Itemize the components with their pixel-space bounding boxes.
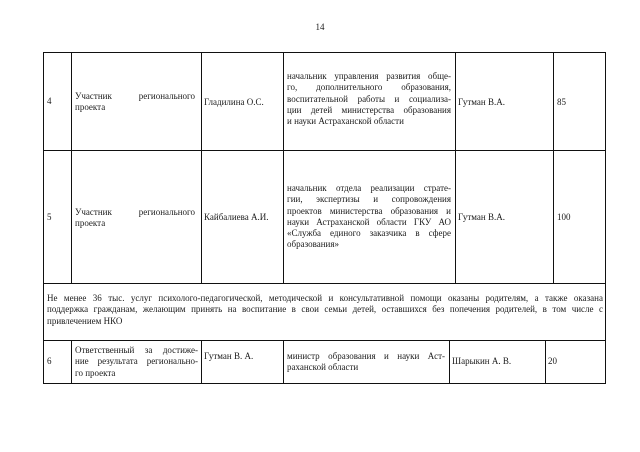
name-cell: Гладилина О.С. — [204, 97, 264, 107]
section-heading-line: привлечением НКО — [47, 315, 123, 326]
percent-cell: 85 — [557, 97, 566, 107]
role-line: проекта — [75, 102, 106, 113]
position-line: и науки Астраханской области — [287, 116, 404, 127]
row-divider — [43, 283, 606, 284]
position-line: ции детей министерства образования — [287, 104, 451, 115]
column-divider — [283, 340, 284, 384]
section-heading — [47, 293, 603, 327]
position-line: «Служба единого заказчика в сфере — [287, 228, 451, 239]
row-divider — [43, 340, 606, 341]
column-divider — [455, 52, 456, 284]
role-line: ние результата регионально- — [75, 356, 198, 367]
table-border-right — [605, 52, 606, 384]
column-divider — [553, 52, 554, 284]
section-heading-line: Не менее 36 тыс. услуг психолого-педагогической, методической и консультативной помощи оказаны родителям, а также оказана — [47, 293, 603, 303]
column-divider — [201, 340, 202, 384]
position-line: гии, экспертизы и сопровождения — [287, 194, 451, 205]
column-divider — [449, 340, 450, 384]
row-number: 4 — [47, 96, 52, 106]
position-line: министр образования и науки Аст- — [287, 351, 445, 361]
percent-cell: 100 — [557, 212, 571, 222]
percent-cell: 20 — [548, 356, 557, 366]
supervisor-cell: Шарыкин А. В. — [452, 356, 512, 366]
name-cell: Гутман В. А. — [204, 351, 254, 361]
role-cell — [75, 91, 195, 114]
role-cell — [75, 207, 195, 230]
table-border-bottom — [43, 383, 606, 384]
column-divider — [71, 340, 72, 384]
role-line: Участник регионального — [75, 207, 195, 217]
position-cell — [287, 351, 445, 374]
table-border-left — [43, 52, 44, 384]
column-divider — [283, 52, 284, 284]
column-divider — [71, 52, 72, 284]
section-heading-line: поддержка гражданам, желающим принять на воспитание в свои семьи детей, оставшихся без попечения родителей, в том числе с — [47, 304, 603, 315]
row-divider — [43, 150, 606, 151]
column-divider — [545, 340, 546, 384]
row-number: 5 — [47, 212, 52, 222]
position-line: проектов министерства образования и — [287, 205, 451, 216]
name-cell: Кайбалиева А.И. — [204, 212, 269, 222]
role-cell — [75, 345, 198, 379]
position-line: образования» — [287, 239, 339, 250]
position-cell — [287, 183, 451, 251]
position-line: науки Астраханской области ГКУ АО — [287, 216, 451, 227]
column-divider — [201, 52, 202, 284]
position-line: начальник отдела реализации страте- — [287, 183, 451, 193]
position-cell — [287, 71, 451, 127]
role-line: проекта — [75, 218, 106, 229]
table-border-top — [43, 52, 606, 53]
position-line: начальник управления развития обще- — [287, 71, 451, 81]
row-number: 6 — [47, 356, 52, 366]
position-line: раханской области — [287, 362, 359, 373]
supervisor-cell: Гутман В.А. — [458, 212, 505, 222]
role-line: Участник регионального — [75, 91, 195, 101]
position-line: го, дополнительного образования, — [287, 82, 451, 93]
role-line: го проекта — [75, 367, 116, 378]
supervisor-cell: Гутман В.А. — [458, 97, 505, 107]
role-line: Ответственный за достиже- — [75, 345, 198, 355]
page-number: 14 — [315, 22, 325, 32]
position-line: воспитательной работы и социализа- — [287, 93, 451, 104]
